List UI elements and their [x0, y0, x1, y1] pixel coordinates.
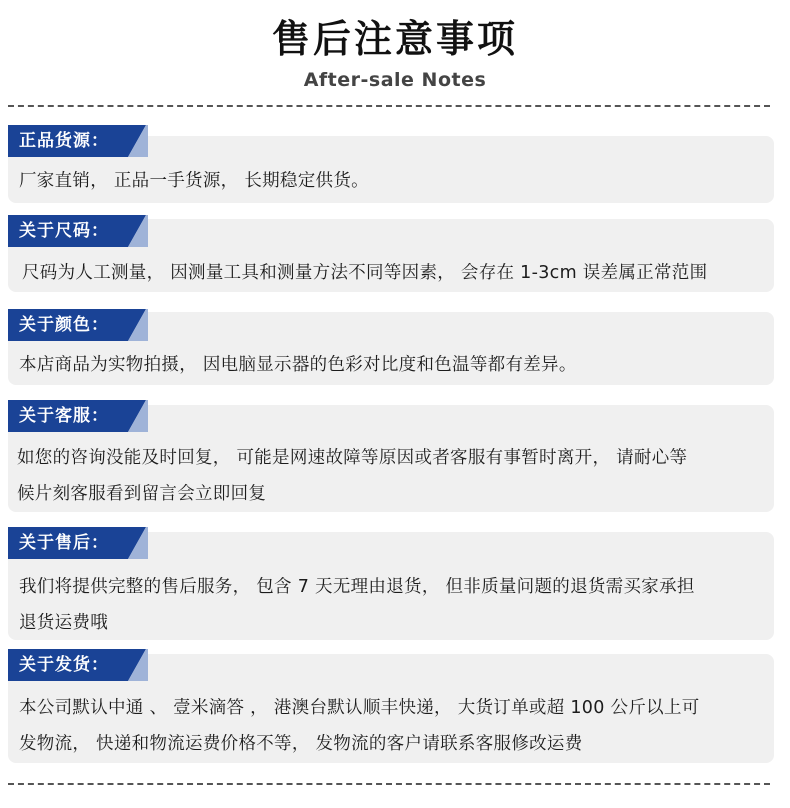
note-text — [19, 569, 766, 641]
section-genuine-source — [8, 125, 774, 203]
note-text — [19, 163, 766, 199]
note-line: 厂家直销， 正品一手货源， 长期稳定供货。 — [19, 171, 369, 191]
page-header — [0, 12, 790, 92]
note-text — [19, 347, 766, 383]
section-tag — [8, 400, 148, 432]
section-color — [8, 309, 774, 385]
note-line: 候片刻客服看到留言会立即回复 — [17, 484, 267, 504]
section-customer-service — [8, 400, 774, 512]
note-line: 本公司默认中通 、 壹米滴答 ， 港澳台默认顺丰快递， 大货订单或超 100 公斤以上可 — [19, 698, 700, 718]
note-line: 退货运费哦 — [19, 613, 108, 633]
top-divider — [8, 105, 770, 107]
section-after-sale — [8, 527, 774, 640]
page-title: 售后注意事项 — [271, 17, 518, 61]
section-tag — [8, 215, 148, 247]
note-text — [22, 255, 766, 291]
section-label: 关于发货： — [19, 655, 109, 675]
note-text — [17, 440, 766, 512]
note-line: 尺码为人工测量， 因测量工具和测量方法不同等因素， 会存在 1-3cm 误差属正常范围 — [22, 263, 708, 283]
page-subtitle: After-sale Notes — [303, 69, 487, 91]
section-label: 关于客服： — [19, 406, 109, 426]
section-tag — [8, 649, 148, 681]
section-tag — [8, 309, 148, 341]
section-tag — [8, 527, 148, 559]
note-line: 发物流， 快递和物流运费价格不等， 发物流的客户请联系客服修改运费 — [19, 734, 583, 754]
section-shipping — [8, 649, 774, 763]
section-label: 关于颜色： — [19, 315, 109, 335]
section-size — [8, 215, 774, 292]
note-text — [19, 690, 766, 762]
section-label: 关于尺码： — [19, 221, 109, 241]
note-line: 我们将提供完整的售后服务， 包含 7 天无理由退货， 但非质量问题的退货需买家承担 — [19, 577, 695, 597]
section-tag — [8, 125, 148, 157]
note-line: 本店商品为实物拍摄， 因电脑显示器的色彩对比度和色温等都有差异。 — [19, 355, 577, 375]
bottom-divider — [8, 783, 770, 785]
note-line: 如您的咨询没能及时回复， 可能是网速故障等原因或者客服有事暂时离开， 请耐心等 — [17, 448, 688, 468]
section-label: 关于售后： — [19, 533, 109, 553]
section-label: 正品货源： — [19, 131, 109, 151]
